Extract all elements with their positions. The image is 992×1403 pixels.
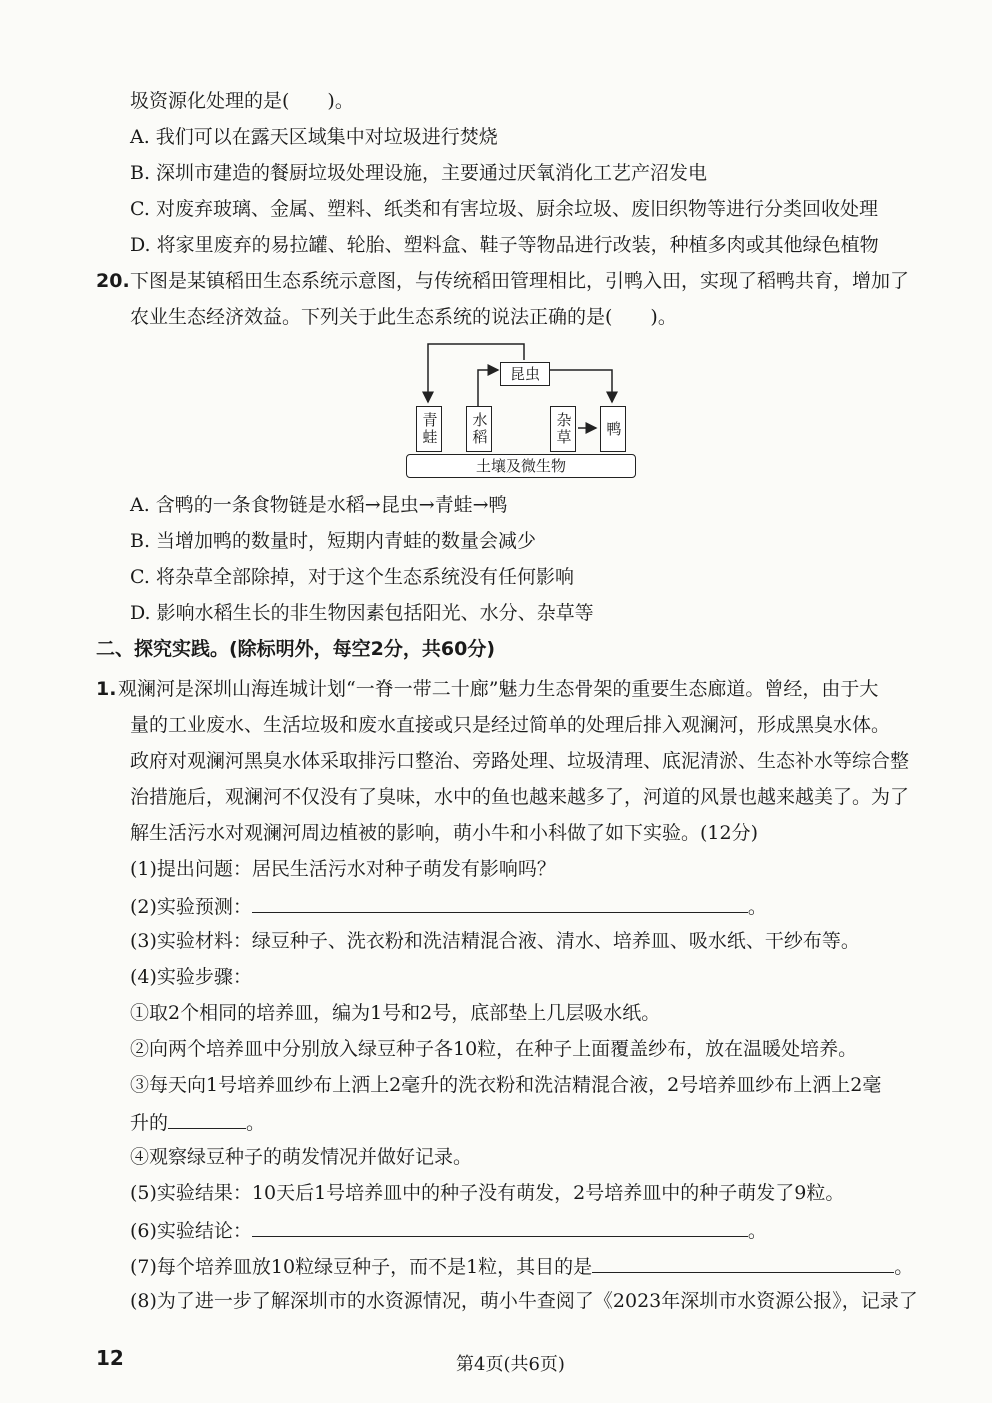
p1-s8: (8)为了进一步了解深圳市的水资源情况，萌小牛查阅了《2023年深圳市水资源公报》，记录了	[130, 1290, 918, 1312]
answer-blank-purpose[interactable]	[592, 1252, 894, 1273]
p1-s7-period: 。	[894, 1256, 914, 1278]
arrow-rice-to-insect	[478, 370, 498, 406]
p1-step3b-period: 。	[246, 1112, 266, 1134]
q19-stem-tail: 圾资源化处理的是( )。	[130, 90, 354, 112]
p1-number: 1.	[96, 678, 117, 700]
p1-s6-label: (6)实验结论：	[130, 1220, 252, 1242]
p1-step3a: ③每天向1号培养皿纱布上洒上2毫升的洗衣粉和洗洁精混合液，2号培养皿纱布上洒上2毫	[130, 1074, 882, 1096]
p1-s6-period: 。	[747, 1220, 767, 1242]
p1-s3: (3)实验材料：绿豆种子、洗衣粉和洗洁精混合液、清水、培养皿、吸水纸、干纱布等。	[130, 930, 860, 952]
page-number-left: 12	[96, 1346, 124, 1370]
q20-stem-line2: 农业生态经济效益。下列关于此生态系统的说法正确的是( )。	[130, 306, 677, 328]
p1-step2: ②向两个培养皿中分别放入绿豆种子各10粒，在种子上面覆盖纱布，放在温暖处培养。	[130, 1038, 858, 1060]
p1-s2-period: 。	[747, 896, 767, 918]
p1-step4: ④观察绿豆种子的萌发情况并做好记录。	[130, 1146, 473, 1168]
node-soil: 土壤及微生物	[406, 454, 636, 478]
q19-option-d: D. 将家里废弃的易拉罐、轮胎、塑料盒、鞋子等物品进行改装，种植多肉或其他绿色植物	[130, 234, 879, 256]
answer-blank-conclusion[interactable]	[252, 1216, 748, 1237]
node-rice: 水稻	[466, 406, 492, 452]
p1-s4: (4)实验步骤：	[130, 966, 252, 988]
arrow-insect-to-duck	[549, 370, 612, 402]
p1-step1: ①取2个相同的培养皿，编为1号和2号，底部垫上几层吸水纸。	[130, 1002, 661, 1024]
section2-title: 二、探究实践。(除标明外，每空2分，共60分)	[96, 638, 496, 660]
q20-stem-line1: 下图是某镇稻田生态系统示意图，与传统稻田管理相比，引鸭入田，实现了稻鸭共育，增加了	[130, 270, 910, 292]
p1-line5: 解生活污水对观澜河周边植被的影响，萌小牛和小科做了如下实验。(12分)	[130, 822, 759, 844]
p1-s6-row	[130, 1216, 767, 1244]
ecosystem-diagram	[400, 340, 640, 480]
q19-option-a: A. 我们可以在露天区域集中对垃圾进行焚烧	[130, 126, 498, 148]
p1-s1: (1)提出问题：居民生活污水对种子萌发有影响吗？	[130, 858, 556, 880]
answer-blank-prediction[interactable]	[252, 892, 748, 913]
node-frog: 青蛙	[416, 406, 442, 452]
p1-line2: 量的工业废水、生活垃圾和废水直接或只是经过简单的处理后排入观澜河，形成黑臭水体。	[130, 714, 891, 736]
p1-step3b-row	[130, 1108, 265, 1136]
p1-s7-label: (7)每个培养皿放10粒绿豆种子，而不是1粒，其目的是	[130, 1256, 593, 1278]
q19-option-c: C. 对废弃玻璃、金属、塑料、纸类和有害垃圾、厨余垃圾、废旧织物等进行分类回收处理	[130, 198, 878, 220]
p1-step3b: 升的	[130, 1112, 169, 1134]
q20-option-d: D. 影响水稻生长的非生物因素包括阳光、水分、杂草等	[130, 602, 594, 624]
q19-option-b: B. 深圳市建造的餐厨垃圾处理设施，主要通过厌氧消化工艺产沼发电	[130, 162, 708, 184]
p1-s7-row	[130, 1252, 913, 1280]
q20-number: 20.	[96, 270, 130, 292]
node-weed: 杂草	[550, 406, 576, 452]
q20-option-c: C. 将杂草全部除掉，对于这个生态系统没有任何影响	[130, 566, 574, 588]
node-insect: 昆虫	[500, 362, 550, 386]
page-footer: 第4页(共6页)	[456, 1354, 565, 1375]
q20-option-b: B. 当增加鸭的数量时，短期内青蛙的数量会减少	[130, 530, 537, 552]
p1-s5: (5)实验结果：10天后1号培养皿中的种子没有萌发，2号培养皿中的种子萌发了9粒。	[130, 1182, 845, 1204]
answer-blank-control[interactable]	[168, 1108, 246, 1129]
p1-line3: 政府对观澜河黑臭水体采取排污口整治、旁路处理、垃圾清理、底泥清淤、生态补水等综合整	[130, 750, 910, 772]
p1-s2-label: (2)实验预测：	[130, 896, 252, 918]
p1-line4: 治措施后，观澜河不仅没有了臭味，水中的鱼也越来越多了，河道的风景也越来越美了。为了	[130, 786, 910, 808]
q20-option-a: A. 含鸭的一条食物链是水稻→昆虫→青蛙→鸭	[130, 494, 508, 516]
node-duck: 鸭	[600, 406, 626, 452]
p1-line1: 观澜河是深圳山海连城计划“一脊一带二十廊”魅力生态骨架的重要生态廊道。曾经，由于大	[118, 678, 879, 700]
p1-s2-row	[130, 892, 767, 920]
